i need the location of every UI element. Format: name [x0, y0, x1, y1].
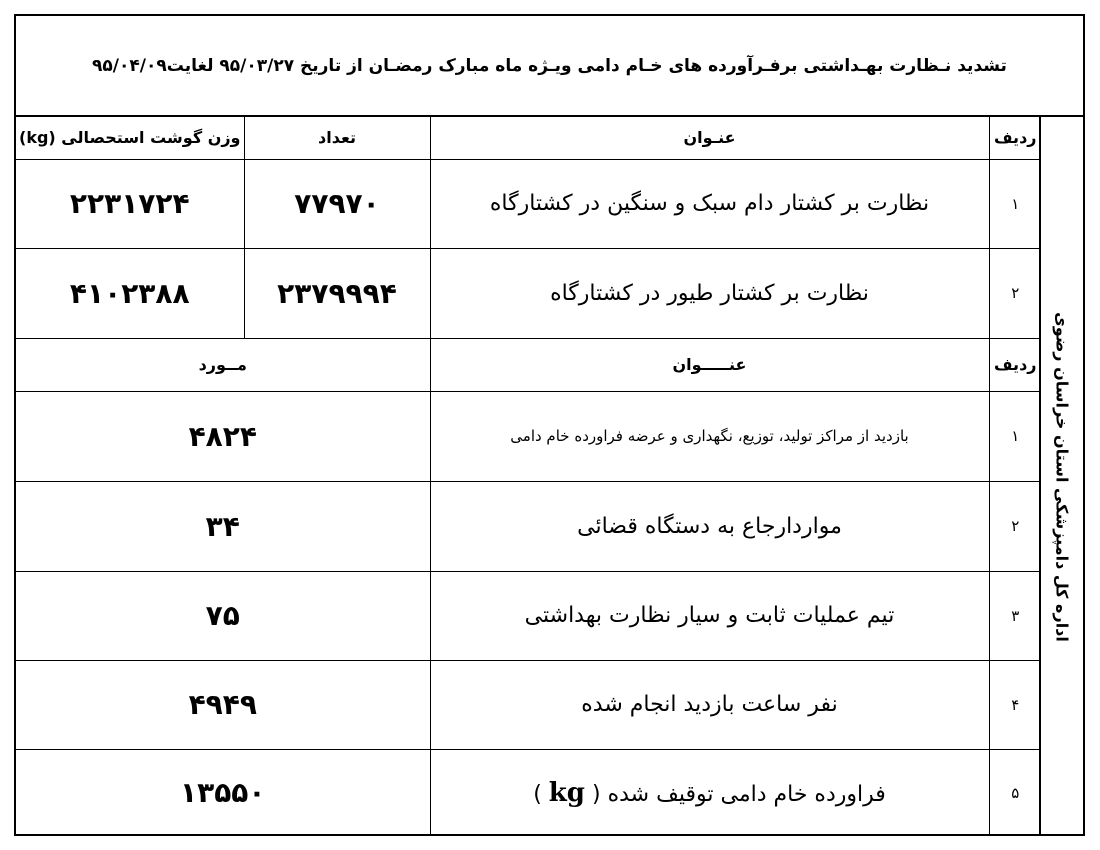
- header-value: مــورد: [16, 338, 430, 391]
- row-title-unit: kg: [548, 777, 585, 808]
- row-title: نظارت بر کشتار طیور در کشتارگاه: [430, 248, 989, 338]
- row-title: مواردارجاع به دستگاه قضائی: [430, 481, 989, 571]
- header-row-number: ردیف: [989, 338, 1041, 391]
- table-row: [16, 660, 1041, 749]
- table-row: [16, 159, 1041, 248]
- table-row: [16, 481, 1041, 571]
- report-title: تشدید نـظارت بهـداشتی برفـرآورده های خـام دامی ویـژه ماه مبارک رمضـان از تاریخ ۹۵/۰۳/۲۷ لغایت۹۵/۰۴/۰۹: [16, 16, 1083, 117]
- row-value: ۱۳۵۵۰: [16, 749, 430, 836]
- row-title: نظارت بر کشتار دام سبک و سنگین در کشتارگاه: [430, 159, 989, 248]
- header-weight: وزن گوشت استحصالی (kg): [16, 117, 244, 159]
- section1-header-row: [16, 117, 1041, 159]
- table-row: [16, 571, 1041, 660]
- row-number: ۱: [989, 391, 1041, 481]
- report-frame: [14, 14, 1085, 836]
- row-title: بازدید از مراکز تولید، توزیع، نگهداری و عرضه فراورده خام دامی: [430, 391, 989, 481]
- side-label-column: [1039, 117, 1083, 836]
- table-row: [16, 749, 1041, 836]
- row-value: ۷۵: [16, 571, 430, 660]
- row-title-close: ): [533, 781, 542, 807]
- row-title: [430, 749, 989, 836]
- row-value: ۴۹۴۹: [16, 660, 430, 749]
- row-title-text: فراورده خام دامی توقیف شده (: [592, 781, 886, 807]
- side-label: اداره کل دامپزشکی استان خراسان رضوی: [1052, 311, 1072, 642]
- section2-header-row: [16, 338, 1041, 391]
- row-weight: ۴۱۰۲۳۸۸: [16, 248, 244, 338]
- row-number: ۵: [989, 749, 1041, 836]
- row-weight: ۲۲۳۱۷۲۴: [16, 159, 244, 248]
- header-count: تعداد: [244, 117, 430, 159]
- row-value: ۴۸۲۴: [16, 391, 430, 481]
- report-table: [16, 117, 1041, 836]
- row-count: ۷۷۹۷۰: [244, 159, 430, 248]
- row-number: ۲: [989, 248, 1041, 338]
- table-row: [16, 391, 1041, 481]
- header-title: عنـــــوان: [430, 338, 989, 391]
- row-number: ۱: [989, 159, 1041, 248]
- row-title: نفر ساعت بازدید انجام شده: [430, 660, 989, 749]
- table-row: [16, 248, 1041, 338]
- header-row-number: ردیف: [989, 117, 1041, 159]
- row-count: ۲۳۷۹۹۹۴: [244, 248, 430, 338]
- row-value: ۳۴: [16, 481, 430, 571]
- header-title: عنـوان: [430, 117, 989, 159]
- row-number: ۳: [989, 571, 1041, 660]
- row-title: تیم عملیات ثابت و سیار نظارت بهداشتی: [430, 571, 989, 660]
- row-number: ۴: [989, 660, 1041, 749]
- row-number: ۲: [989, 481, 1041, 571]
